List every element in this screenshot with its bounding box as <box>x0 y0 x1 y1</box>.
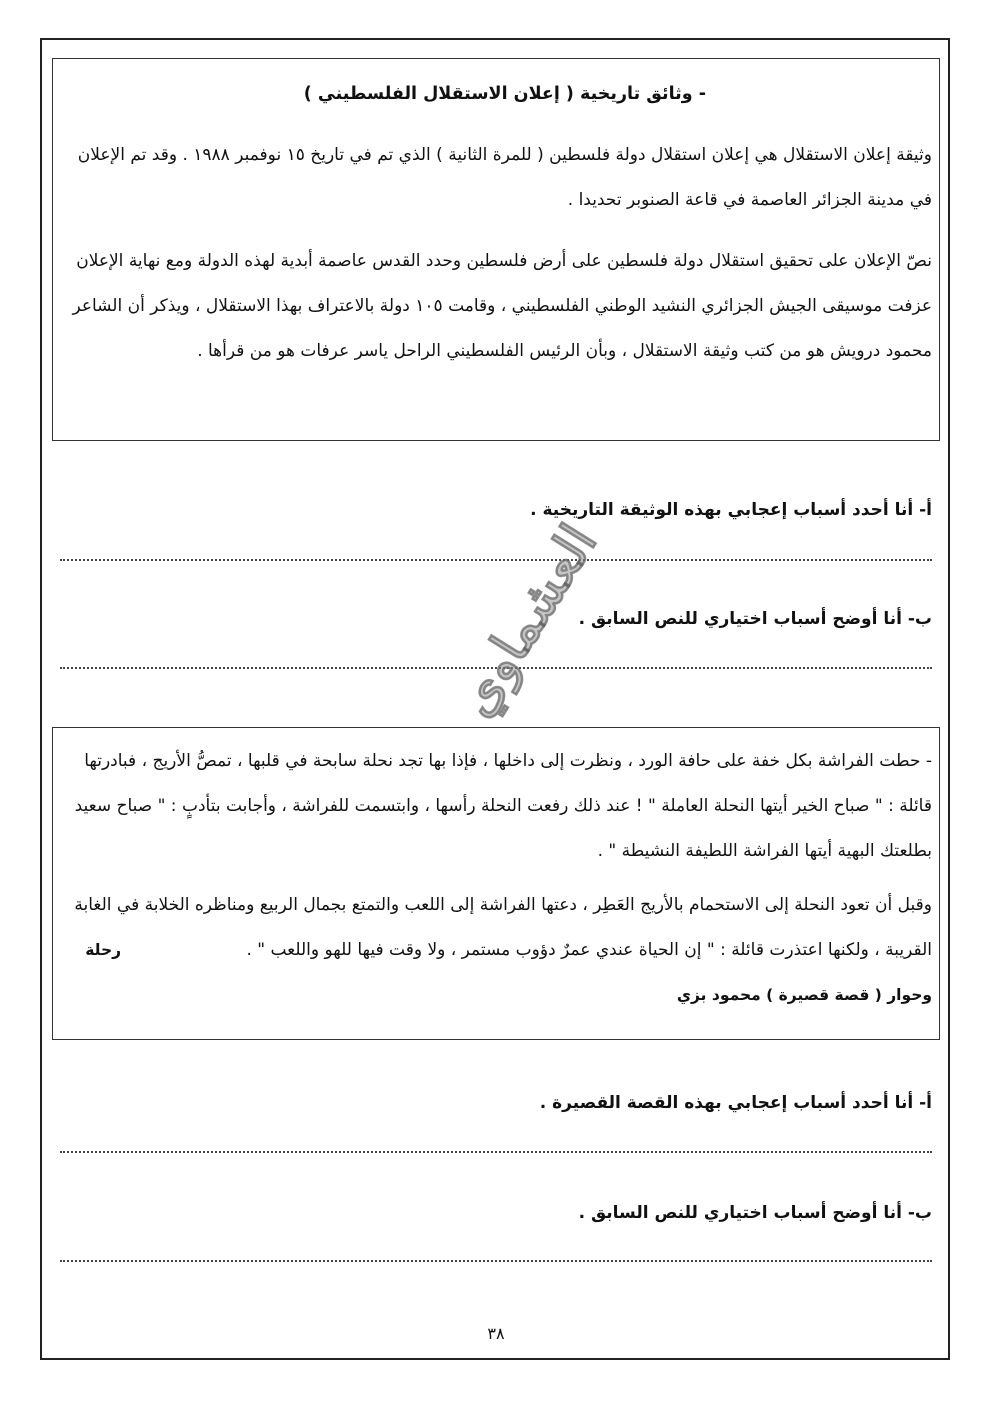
watermark: العشماوي <box>444 513 610 728</box>
question-a-story: أ- أنا أحدد أسباب إعجابي بهذه القصة القصيرة . <box>539 1093 932 1113</box>
story-paragraph-1: - حطت الفراشة بكل خفة على حافة الورد ، ونظرت إلى داخلها ، فإذا بها تجد نحلة سابحة في قلبها ، تمصُّ الأريج ، فبادرتها قائلة : " صباح الخير أيتها النحلة العاملة " ! عند ذلك رفعت النحلة رأسها ، وابتسمت للفراشة ، وأجابت بتأدبٍ : " صباح سعيد بطلعتك البهية أيتها الفراشة اللطيفة النشيطة " . <box>74 751 932 861</box>
answer-line-a-document[interactable] <box>60 559 932 561</box>
section-title: - وثائق تاريخية ( إعلان الاستقلال الفلسطيني ) <box>303 84 706 104</box>
answer-line-a-story[interactable] <box>60 1151 932 1153</box>
page-number: ٣٨ <box>487 1324 505 1343</box>
document-paragraph-2: نصّ الإعلان على تحقيق استقلال دولة فلسطين على أرض فلسطين وحدد القدس عاصمة أبدية لهذه الدولة ومع نهاية الإعلان عزفت موسيقى الجيش الجزائري النشيد الوطني الفلسطيني ، وقامت ١٠٥ دولة بالاعتراف بهذا الاستقلال ، ويذكر أن الشاعر محمود درويش هو من كتب وثيقة الاستقلال ، وبأن الرئيس الفلسطيني الراحل ياسر عرفات هو من قرأها . <box>72 251 932 361</box>
document-paragraph-1: وثيقة إعلان الاستقلال هي إعلان استقلال دولة فلسطين ( للمرة الثانية ) الذي تم في تاريخ ١٥ نوفمبر ١٩٨٨ . وقد تم الإعلان في مدينة الجزائر العاصمة في قاعة الصنوبر تحديدا . <box>77 145 932 210</box>
question-a-document: أ- أنا أحدد أسباب إعجابي بهذه الوثيقة التاريخية . <box>530 500 932 520</box>
story-paragraph-2 <box>56 883 932 1018</box>
answer-line-b-story[interactable] <box>60 1260 932 1262</box>
question-b-document: ب- أنا أوضح أسباب اختياري للنص السابق . <box>578 609 932 629</box>
story-paragraph-2-text: وقبل أن تعود النحلة إلى الاستحمام بالأريج العَطِر ، دعتها الفراشة إلى اللعب والتمتع بجمال الربيع ومناظره الخلابة في الغابة القريبة ، ولكنها اعتذرت قائلة : " إن الحياة عندي عمرٌ دؤوب مستمر ، ولا وقت فيها للهو واللعب " . <box>74 895 932 960</box>
story-credit: رحلة وحوار ( قصة قصيرة ) محمود بزي <box>85 941 932 1004</box>
question-b-story: ب- أنا أوضح أسباب اختياري للنص السابق . <box>578 1203 932 1223</box>
